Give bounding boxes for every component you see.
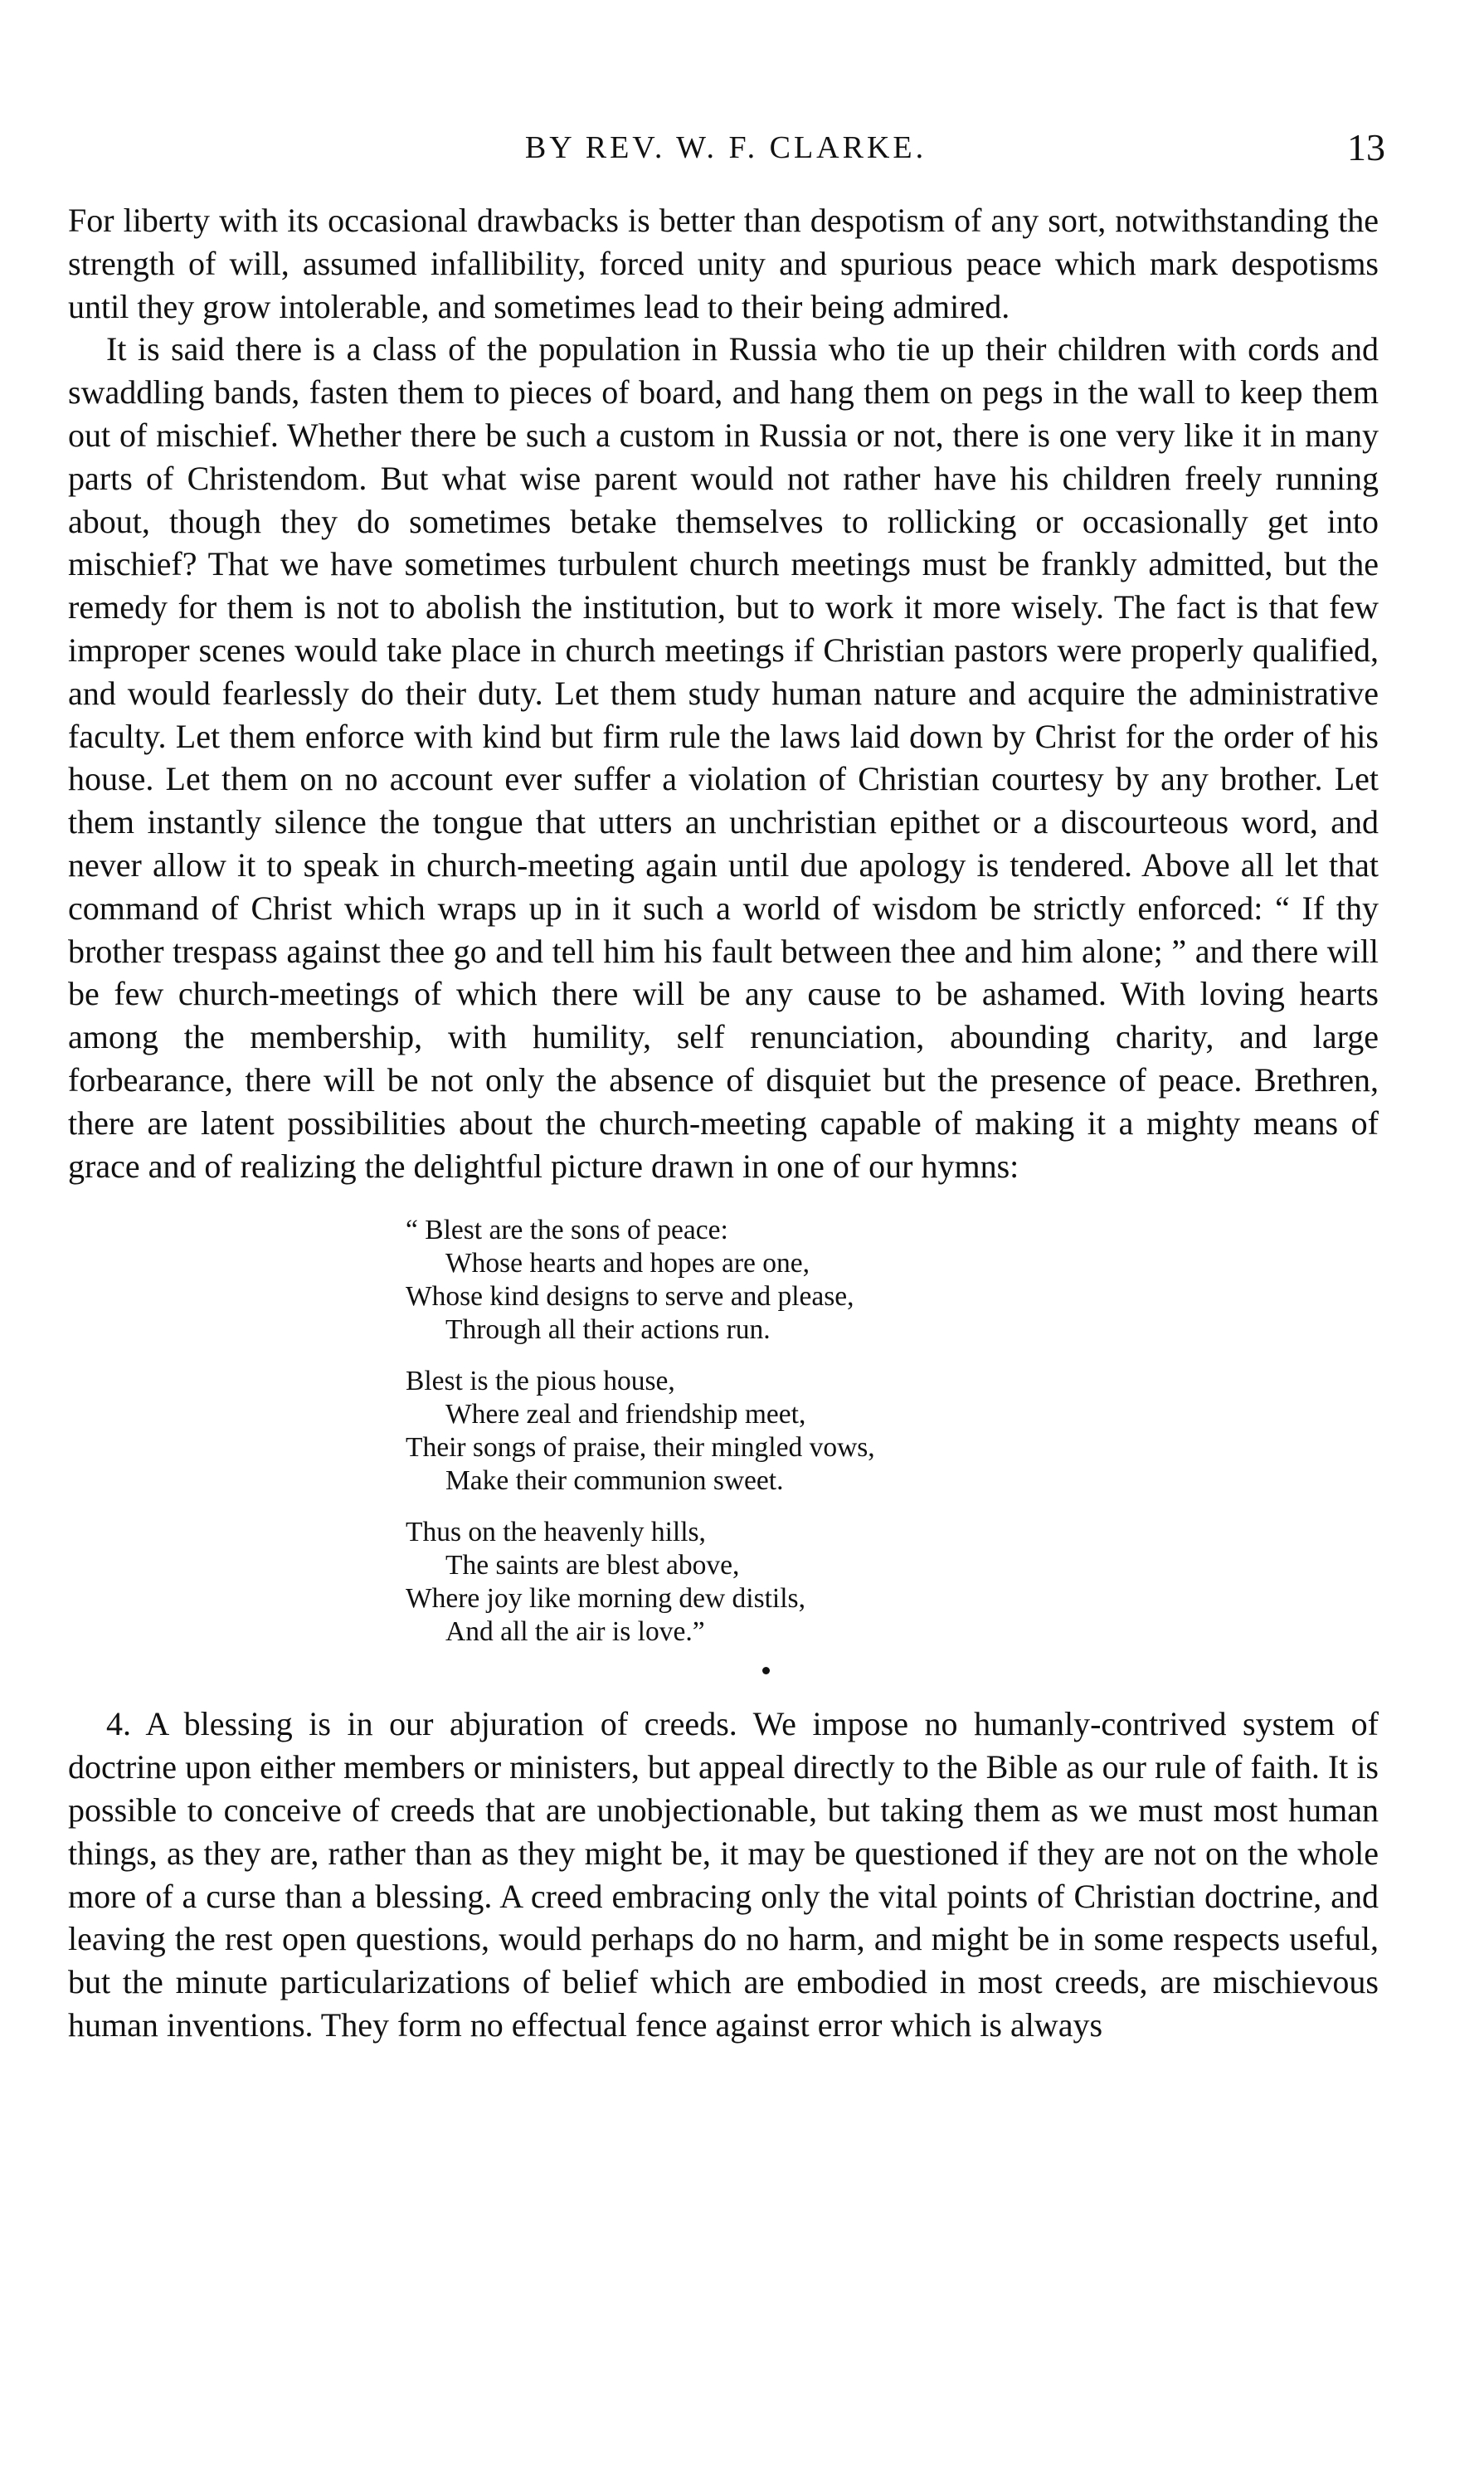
hymn-stanza-3: [406, 1516, 1379, 1649]
hymn-quotation: [406, 1214, 1379, 1674]
paragraph-creeds: 4. A blessing is in our abjuration of creeds. We impose no humanly-contrived system of doctrine upon either members or ministers, but appeal directly to the Bible as our rule of faith. It is possible to conceive of creeds that are unobjectionable, but taking them as we must most human things, as they are, rather than as they might be, it may be questioned if they are not on the whole more of a curse than a blessing. A creed embracing only the vital points of Christian doctrine, and leaving the rest open questions, would perhaps do no harm, and might be in some respects useful, but the minute particularizations of belief which are embodied in most creeds, are mischievous human inventions. They form no effectual fence against error which is always: [68, 1705, 1379, 2044]
page-number: 13: [1347, 126, 1385, 168]
ornament-dot: [762, 1667, 770, 1674]
hymn-line: The saints are blest above,: [445, 1550, 740, 1581]
hymn-line: Whose hearts and hopes are one,: [445, 1248, 810, 1279]
hymn-line: Blest is the pious house,: [406, 1366, 675, 1397]
hymn-line: Thus on the heavenly hills,: [406, 1517, 706, 1548]
hymn-line: Where zeal and friendship meet,: [445, 1399, 806, 1430]
hymn-stanza-2: [406, 1365, 1379, 1498]
hymn-line: Whose kind designs to serve and please,: [406, 1281, 854, 1313]
paragraph-liberty: For liberty with its occasional drawbacks is better than despotism of any sort, notwithstanding the strength of will, assumed infallibility, forced unity and spurious peace which mark despotisms until they grow intolerable, and sometimes lead to their being admired.: [68, 202, 1379, 325]
running-title: BY REV. W. F. CLARKE.: [524, 130, 927, 165]
hymn-line: Make their communion sweet.: [445, 1465, 784, 1497]
hymn-line: Their songs of praise, their mingled vows,: [406, 1432, 875, 1464]
hymn-line: And all the air is love.”: [445, 1616, 705, 1648]
hymn-stanza-1: [406, 1214, 1379, 1347]
hymn-line: Through all their actions run.: [445, 1314, 771, 1346]
running-head: [66, 123, 1385, 173]
hymn-line: “ Blest are the sons of peace:: [406, 1215, 728, 1246]
body-text: [68, 199, 1379, 2047]
paragraph-russia: It is said there is a class of the population in Russia who tie up their children with cords and swaddling bands, fasten them to pieces of board, and hang them on pegs in the wall to keep them out of mischief. Whether there be such a custom in Russia or not, there is one very like it in many parts of Christendom. But what wise parent would not rather have his children freely running about, though they do sometimes betake themselves to rollicking or occasionally get into mischief? That we have sometimes turbulent church meetings must be frankly admitted, but the remedy for them is not to abolish the institution, but to work it more wisely. The fact is that few improper scenes would take place in church meetings if Christian pastors were properly qualified, and would fearlessly do their duty. Let them study human nature and acquire the administrative faculty. Let them enforce with kind but firm rule the laws laid down by Christ for the order of his house. Let them on no account ever suffer a violation of Christian courtesy by any brother. Let them instantly silence the tongue that utters an unchristian epithet or a discourteous word, and never allow it to speak in church-meeting again until due apology is tendered. Above all let that command of Christ which wraps up in it such a world of wisdom be strictly enforced: “ If thy brother trespass against thee go and tell him his fault between thee and him alone; ” and there will be few church-meetings of which there will be any cause to be ashamed. With loving hearts among the membership, with humility, self renunciation, abounding charity, and large forbearance, there will be not only the absence of disquiet but the presence of peace. Brethren, there are latent possibilities about the church-meeting capable of making it a mighty means of grace and of realizing the delightful picture drawn in one of our hymns:: [68, 330, 1379, 1185]
hymn-line: Where joy like morning dew distils,: [406, 1583, 805, 1615]
